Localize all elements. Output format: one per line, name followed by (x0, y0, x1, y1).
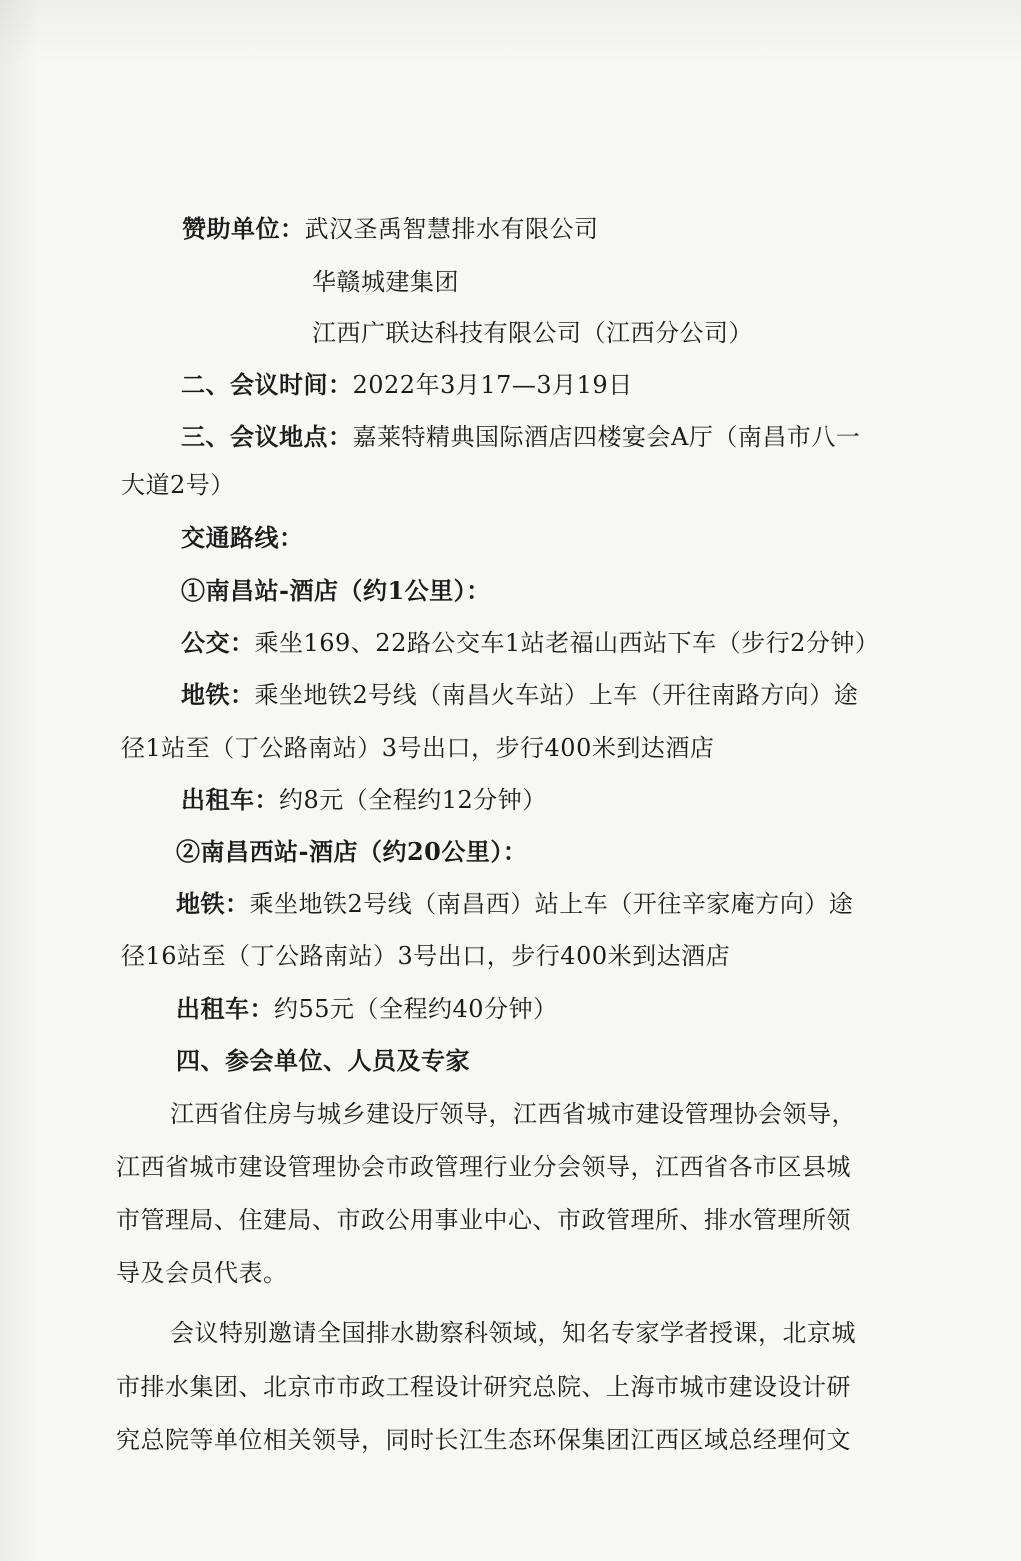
route-2-metro-text-2: 径16站至（丁公路南站）3号出口，步行400米到达酒店 (121, 942, 731, 970)
sponsor-company-2: 华赣城建集团 (312, 268, 459, 296)
meeting-time-row (181, 370, 633, 400)
route-1-taxi-label: 出租车： (181, 785, 279, 814)
participants-paragraph-2-line-3: 究总院等单位相关领导，同时长江生态环保集团江西区域总经理何文 (116, 1426, 851, 1454)
participants-title: 四、参会单位、人员及专家 (176, 1046, 470, 1075)
route-2-taxi-text: 约55元（全程约40分钟） (274, 995, 558, 1023)
meeting-location-value-2: 大道2号） (121, 471, 235, 499)
participants-paragraph-2-line-1: 会议特别邀请全国排水勘察科领域，知名专家学者授课，北京城 (170, 1319, 856, 1347)
route-2-metro-label: 地铁： (176, 889, 250, 918)
transport-title: 交通路线： (181, 523, 304, 552)
route-1-title: ①南昌站-酒店（约1公里）： (181, 576, 491, 605)
route-1-metro-label: 地铁： (181, 680, 255, 709)
route-1-taxi-text: 约8元（全程约12分钟） (279, 786, 547, 814)
participants-paragraph-1-line-1: 江西省住房与城乡建设厅领导，江西省城市建设管理协会领导， (170, 1100, 856, 1128)
route-1-taxi-row (181, 785, 547, 815)
meeting-time-label: 二、会议时间： (181, 370, 353, 399)
sponsor-label: 赞助单位： (182, 214, 305, 243)
route-2-title: ②南昌西站-酒店（约20公里）： (176, 837, 528, 866)
scan-left-shadow (0, 0, 40, 1561)
route-1-metro-text-1: 乘坐地铁2号线（南昌火车站）上车（开往南路方向）途 (254, 681, 859, 709)
route-1-bus-row (181, 628, 879, 658)
route-1-metro-text-2: 径1站至（丁公路南站）3号出口，步行400米到达酒店 (121, 734, 715, 762)
meeting-location-row (181, 422, 860, 452)
meeting-time-value: 2022年3月17—3月19日 (352, 371, 633, 399)
route-1-bus-label: 公交： (181, 628, 255, 657)
participants-paragraph-1-line-3: 市管理局、住建局、市政公用事业中心、市政管理所、排水管理所领 (116, 1206, 851, 1234)
route-1-bus-text: 乘坐169、22路公交车1站老福山西站下车（步行2分钟） (254, 629, 880, 657)
route-1-metro-row (181, 680, 858, 710)
route-2-taxi-row (176, 994, 558, 1024)
route-2-metro-row (176, 889, 853, 919)
meeting-location-value-1: 嘉莱特精典国际酒店四楼宴会A厅（南昌市八一 (352, 423, 861, 451)
participants-paragraph-1-line-4: 导及会员代表。 (116, 1259, 288, 1287)
route-2-taxi-label: 出租车： (176, 994, 274, 1023)
route-2-metro-text-1: 乘坐地铁2号线（南昌西）站上车（开往辛家庵方向）途 (249, 890, 854, 918)
meeting-location-label: 三、会议地点： (181, 422, 353, 451)
participants-paragraph-2-line-2: 市排水集团、北京市市政工程设计研究总院、上海市城市建设设计研 (116, 1373, 851, 1401)
sponsor-row-1 (182, 214, 599, 244)
scan-top-shadow (0, 0, 1021, 70)
sponsor-company-3: 江西广联达科技有限公司（江西分公司） (312, 319, 753, 347)
sponsor-company-1: 武汉圣禹智慧排水有限公司 (304, 215, 599, 243)
participants-paragraph-1-line-2: 江西省城市建设管理协会市政管理行业分会领导，江西省各市区县城 (116, 1153, 851, 1181)
